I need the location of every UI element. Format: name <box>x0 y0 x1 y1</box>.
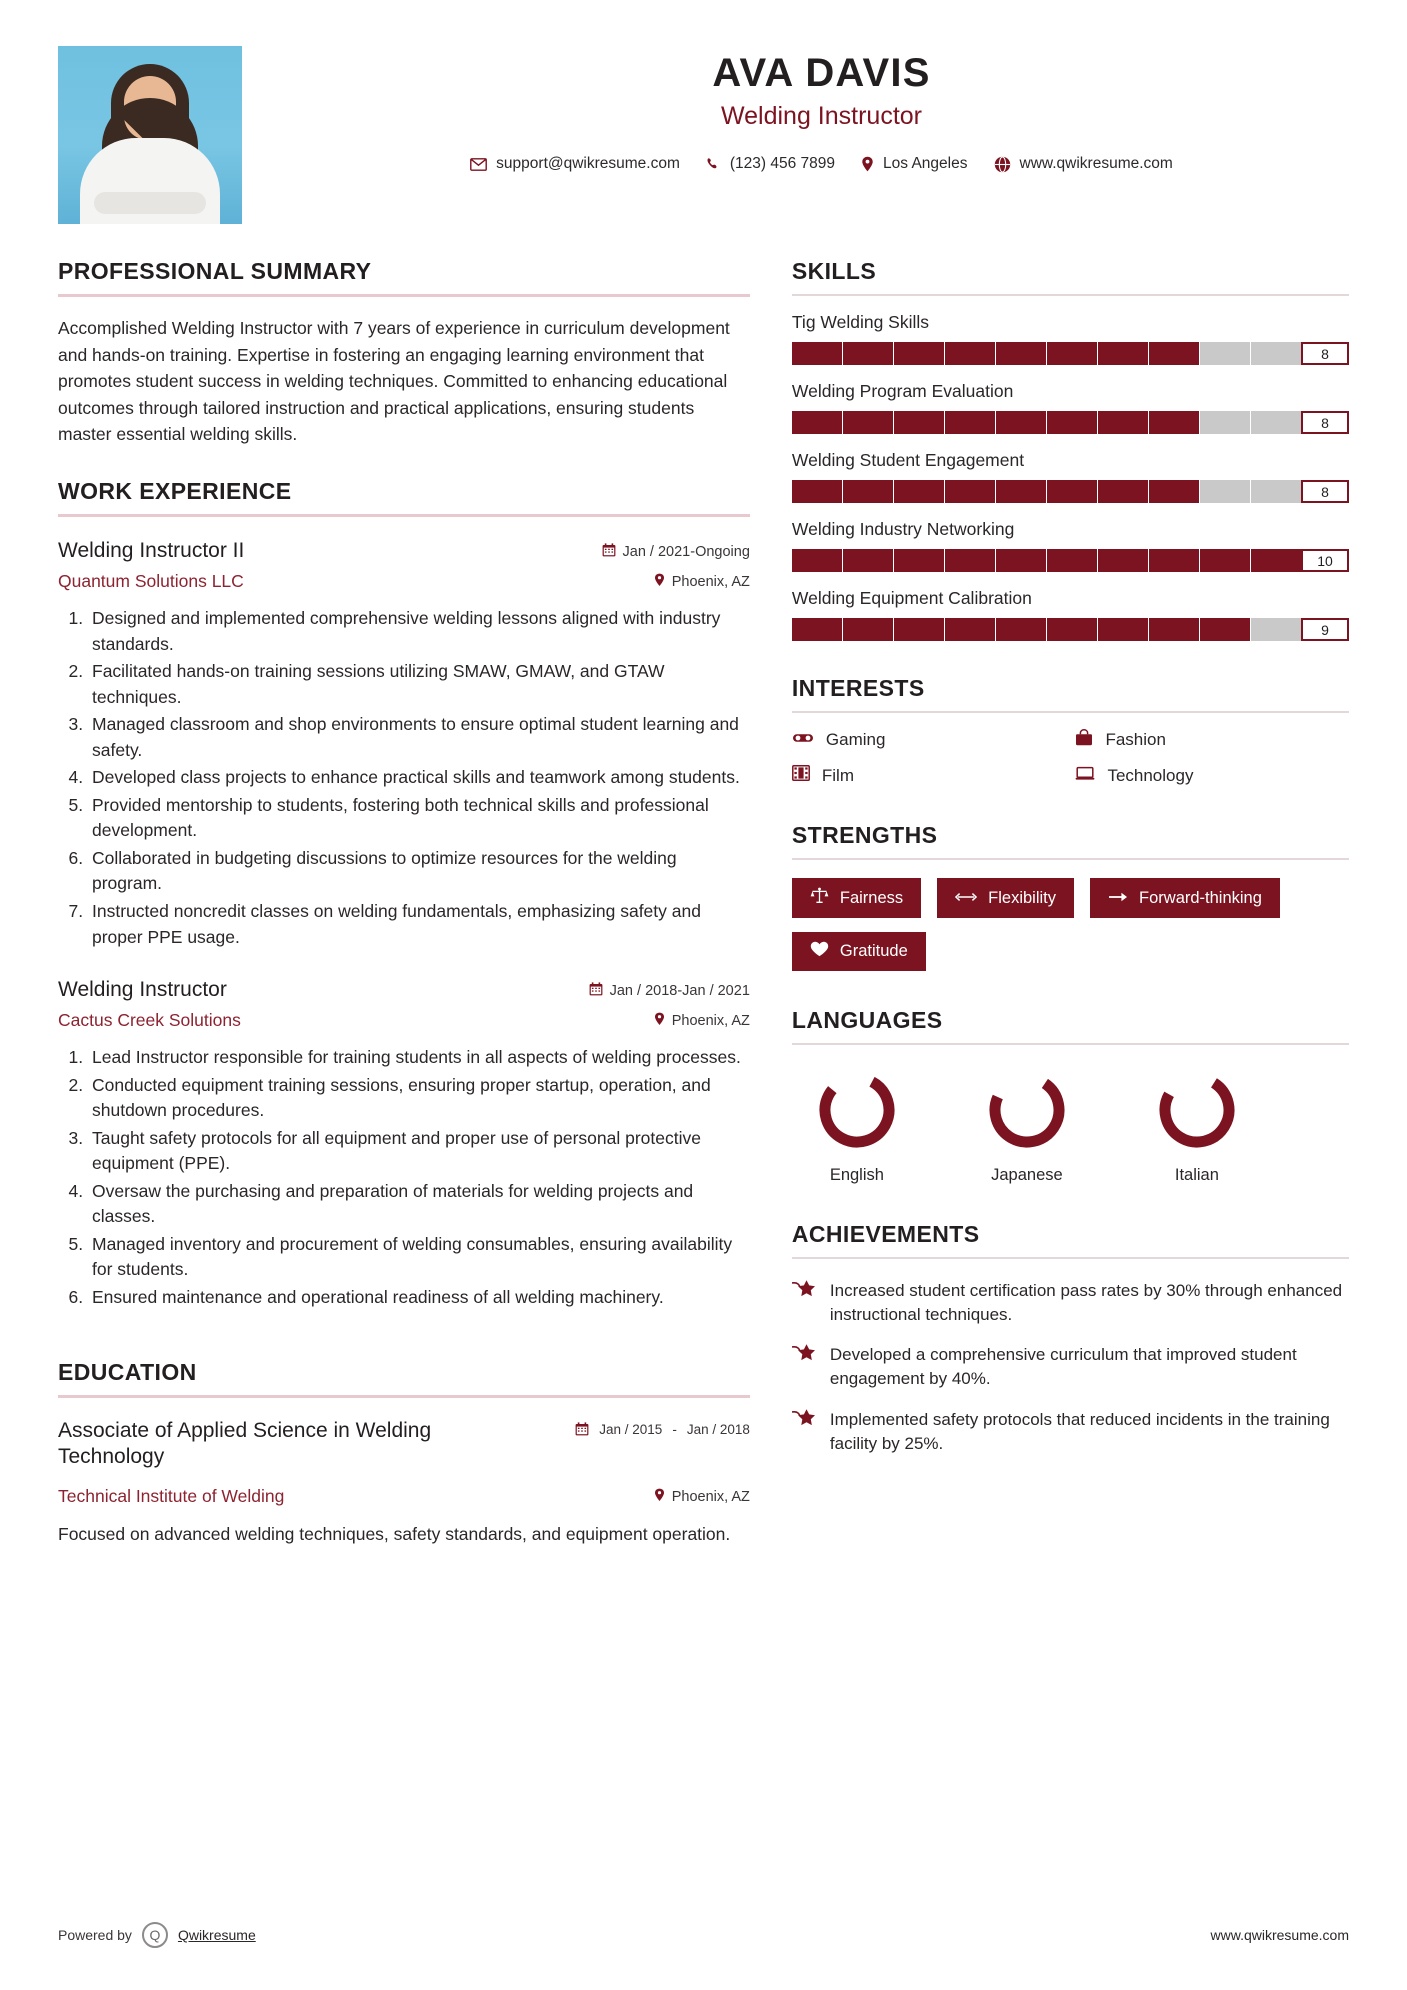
resume-body <box>58 258 1349 1547</box>
skill-value: 10 <box>1301 549 1349 572</box>
bag-icon <box>1075 729 1093 751</box>
language-donut <box>1154 1067 1240 1153</box>
avatar-arms <box>94 192 206 214</box>
globe-icon <box>994 156 1011 173</box>
calendar-icon <box>602 543 616 561</box>
skill-item <box>792 588 1349 641</box>
skill-rating <box>792 618 1349 641</box>
list-item: 4. Oversaw the purchasing and preparation of materials for welding projects and classes. <box>88 1179 750 1230</box>
skill-label: Welding Student Engagement <box>791 450 1025 470</box>
education-location <box>654 1488 750 1506</box>
work-location <box>654 1012 750 1030</box>
skill-rating <box>792 480 1349 503</box>
work-dates <box>602 543 750 561</box>
language-label: Italian <box>1174 1166 1219 1184</box>
section-title-achievements: ACHIEVEMENTS <box>791 1221 980 1247</box>
skill-item <box>792 381 1349 434</box>
skill-item <box>792 519 1349 572</box>
section-divider <box>58 1395 750 1398</box>
contact-email[interactable] <box>470 155 680 173</box>
skill-rating <box>792 411 1349 434</box>
education-item <box>58 1418 750 1548</box>
date-separator: - <box>672 1421 677 1437</box>
calendar-icon <box>589 982 603 1000</box>
page-title: AVA DAVIS <box>712 51 931 95</box>
list-item: 2. Facilitated hands-on training sessions utilizing SMAW, GMAW, and GTAW techniques. <box>88 659 750 710</box>
work-bullets <box>58 606 750 950</box>
interests-grid <box>792 729 1349 786</box>
interest-item <box>792 729 1066 751</box>
phone-icon <box>706 157 721 172</box>
skill-bar-track <box>792 342 1301 365</box>
achievements-list <box>792 1279 1349 1456</box>
language-item <box>1132 1067 1262 1185</box>
work-company: Cactus Creek Solutions <box>58 1010 241 1031</box>
work-bullets <box>58 1045 750 1310</box>
education-dates <box>575 1418 750 1439</box>
education-location-text: Phoenix, AZ <box>671 1489 750 1506</box>
education-degree: Associate of Applied Science in Welding Technology <box>58 1418 432 1468</box>
contact-bar <box>294 155 1349 173</box>
film-icon <box>792 765 810 786</box>
skill-label: Welding Industry Networking <box>791 519 1015 539</box>
star-badge-icon <box>792 1343 816 1391</box>
list-item: 6. Collaborated in budgeting discussions to optimize resources for the welding program. <box>88 846 750 897</box>
skill-item <box>792 312 1349 365</box>
footer-website[interactable]: www.qwikresume.com <box>1210 1927 1349 1943</box>
avatar <box>58 46 242 224</box>
list-item: 3. Managed classroom and shop environments to ensure optimal student learning and safety. <box>88 712 750 763</box>
brand-name-link[interactable]: Qwikresume <box>177 1927 256 1943</box>
interest-item <box>1075 765 1349 786</box>
skill-bar-ticks <box>792 480 1301 503</box>
section-title-languages: LANGUAGES <box>791 1007 943 1033</box>
work-dates-text: Jan / 2018-Jan / 2021 <box>609 983 750 1000</box>
language-item <box>962 1067 1092 1185</box>
work-location-text: Phoenix, AZ <box>671 1013 750 1030</box>
star-badge-icon <box>792 1279 816 1327</box>
section-title-interests: INTERESTS <box>791 675 925 701</box>
page-footer <box>58 1922 1349 1948</box>
brand-block <box>58 1922 256 1948</box>
skill-label: Welding Program Evaluation <box>791 381 1014 401</box>
skill-item <box>792 450 1349 503</box>
section-divider <box>792 858 1349 860</box>
skill-bar-track <box>792 618 1301 641</box>
work-job-title: Welding Instructor <box>58 978 227 1002</box>
work-dates-text: Jan / 2021-Ongoing <box>622 543 750 560</box>
list-item: 5. Managed inventory and procurement of welding consumables, ensuring availability for students. <box>88 1232 750 1283</box>
section-divider <box>792 294 1349 296</box>
strength-label: Forward-thinking <box>1139 888 1262 907</box>
section-divider <box>792 711 1349 713</box>
work-company: Quantum Solutions LLC <box>58 570 244 591</box>
section-title-strengths: STRENGTHS <box>791 822 938 848</box>
list-item: 3. Taught safety protocols for all equipment and proper use of personal protective equipment (PPE). <box>88 1126 750 1177</box>
skill-rating <box>792 549 1349 572</box>
achievement-text: Implemented safety protocols that reduced incidents in the training facility by 25%. <box>829 1409 1330 1453</box>
skill-bar-ticks <box>792 342 1301 365</box>
list-item: 1. Designed and implemented comprehensive welding lessons aligned with industry standards. <box>88 606 750 657</box>
section-title-work: WORK EXPERIENCE <box>58 477 292 504</box>
strengths-list <box>792 878 1349 971</box>
work-item <box>58 978 750 1310</box>
job-role-subtitle: Welding Instructor <box>720 102 922 130</box>
scales-icon <box>810 887 829 909</box>
skill-value: 8 <box>1301 411 1349 434</box>
contact-phone[interactable] <box>706 155 835 173</box>
education-school: Technical Institute of Welding <box>58 1486 285 1507</box>
strength-chip <box>792 932 926 971</box>
list-item: 1. Lead Instructor responsible for training students in all aspects of welding processes. <box>88 1045 750 1071</box>
achievement-text: Increased student certification pass rates by 30% through enhanced instructional techniques. <box>829 1281 1343 1325</box>
education-date-to: Jan / 2018 <box>686 1421 750 1437</box>
skill-bar-ticks <box>792 411 1301 434</box>
strength-chip <box>792 878 921 918</box>
interest-label: Film <box>821 765 854 785</box>
section-title-summary: PROFESSIONAL SUMMARY <box>58 258 372 284</box>
skill-value: 9 <box>1301 618 1349 641</box>
education-description: Focused on advanced welding techniques, safety standards, and equipment operation. <box>58 1524 731 1545</box>
laptop-icon <box>1075 766 1095 786</box>
language-item <box>792 1067 922 1185</box>
achievement-item <box>792 1343 1349 1391</box>
contact-location <box>861 155 967 173</box>
left-column <box>58 258 792 1547</box>
skill-value: 8 <box>1301 342 1349 365</box>
achievement-text: Developed a comprehensive curriculum that improved student engagement by 40%. <box>829 1345 1297 1389</box>
work-location-text: Phoenix, AZ <box>671 573 750 590</box>
calendar-icon <box>575 1422 589 1439</box>
right-column <box>792 258 1349 1547</box>
strength-label: Gratitude <box>839 942 908 960</box>
list-item: 2. Conducted equipment training sessions, ensuring proper startup, operation, and shutdown procedures. <box>88 1073 750 1124</box>
strength-label: Fairness <box>839 888 904 907</box>
languages-list <box>792 1067 1349 1185</box>
interest-label: Technology <box>1107 765 1194 785</box>
contact-phone-text: (123) 456 7899 <box>729 155 836 172</box>
interest-label: Gaming <box>825 730 886 749</box>
education-date-from: Jan / 2015 <box>599 1421 663 1437</box>
list-item: 4. Developed class projects to enhance practical skills and teamwork among students. <box>88 765 750 791</box>
work-item <box>58 539 750 950</box>
contact-location-text: Los Angeles <box>883 155 968 172</box>
section-divider <box>792 1257 1349 1259</box>
strength-chip <box>937 878 1074 918</box>
interest-label: Fashion <box>1105 730 1166 749</box>
envelope-icon <box>470 158 487 171</box>
list-item: 7. Instructed noncredit classes on welding fundamentals, emphasizing safety and proper PPE usage. <box>88 899 750 950</box>
work-job-title: Welding Instructor II <box>58 538 245 562</box>
section-title-education: EDUCATION <box>58 1358 197 1385</box>
language-donut <box>984 1067 1070 1153</box>
interest-item <box>792 765 1066 786</box>
skill-bar-track <box>792 549 1301 572</box>
summary-text: Accomplished Welding Instructor with 7 years of experience in curriculum development and hands-on training. Expertise in fostering an engaging learning environment that promotes student success in welding techniques. Committed to enhancing educational outcomes through tailored instruction and practical applications, ensuring students master essential welding skills. <box>58 318 730 445</box>
arrows-horizontal-icon <box>955 889 977 908</box>
skill-bar-ticks <box>792 618 1301 641</box>
resume-header <box>58 46 1349 224</box>
map-pin-icon <box>654 573 665 591</box>
skill-bar-track <box>792 411 1301 434</box>
section-divider <box>58 514 750 517</box>
section-divider <box>58 294 750 297</box>
skill-rating <box>792 342 1349 365</box>
skill-bar-ticks <box>792 549 1301 572</box>
work-dates <box>589 982 750 1000</box>
header-text-block <box>294 46 1349 173</box>
gamepad-icon <box>792 730 814 750</box>
language-label: Japanese <box>991 1166 1063 1184</box>
contact-website[interactable] <box>994 155 1173 173</box>
contact-email-text: support@qwikresume.com <box>496 155 680 172</box>
powered-by-label: Powered by <box>58 1927 132 1943</box>
skill-value: 8 <box>1301 480 1349 503</box>
interest-item <box>1075 729 1349 751</box>
map-pin-icon <box>654 1012 665 1030</box>
contact-website-text: www.qwikresume.com <box>1019 155 1173 172</box>
language-label: English <box>829 1166 884 1184</box>
section-divider <box>792 1043 1349 1045</box>
list-item: 6. Ensured maintenance and operational readiness of all welding machinery. <box>88 1285 750 1311</box>
language-donut <box>814 1067 900 1153</box>
skill-label: Tig Welding Skills <box>791 312 930 332</box>
achievement-item <box>792 1408 1349 1456</box>
strength-label: Flexibility <box>988 888 1057 907</box>
work-location <box>654 573 750 591</box>
map-pin-icon <box>861 156 874 172</box>
section-title-skills: SKILLS <box>791 258 877 284</box>
qwikresume-logo-icon: Q <box>142 1922 168 1948</box>
skill-label: Welding Equipment Calibration <box>791 588 1032 608</box>
star-badge-icon <box>792 1408 816 1456</box>
skill-bar-track <box>792 480 1301 503</box>
heart-icon <box>810 941 829 962</box>
map-pin-icon <box>654 1488 665 1506</box>
strength-chip <box>1090 878 1280 918</box>
achievement-item <box>792 1279 1349 1327</box>
arrow-right-icon <box>1108 889 1128 908</box>
list-item: 5. Provided mentorship to students, fostering both technical skills and professional development. <box>88 793 750 844</box>
